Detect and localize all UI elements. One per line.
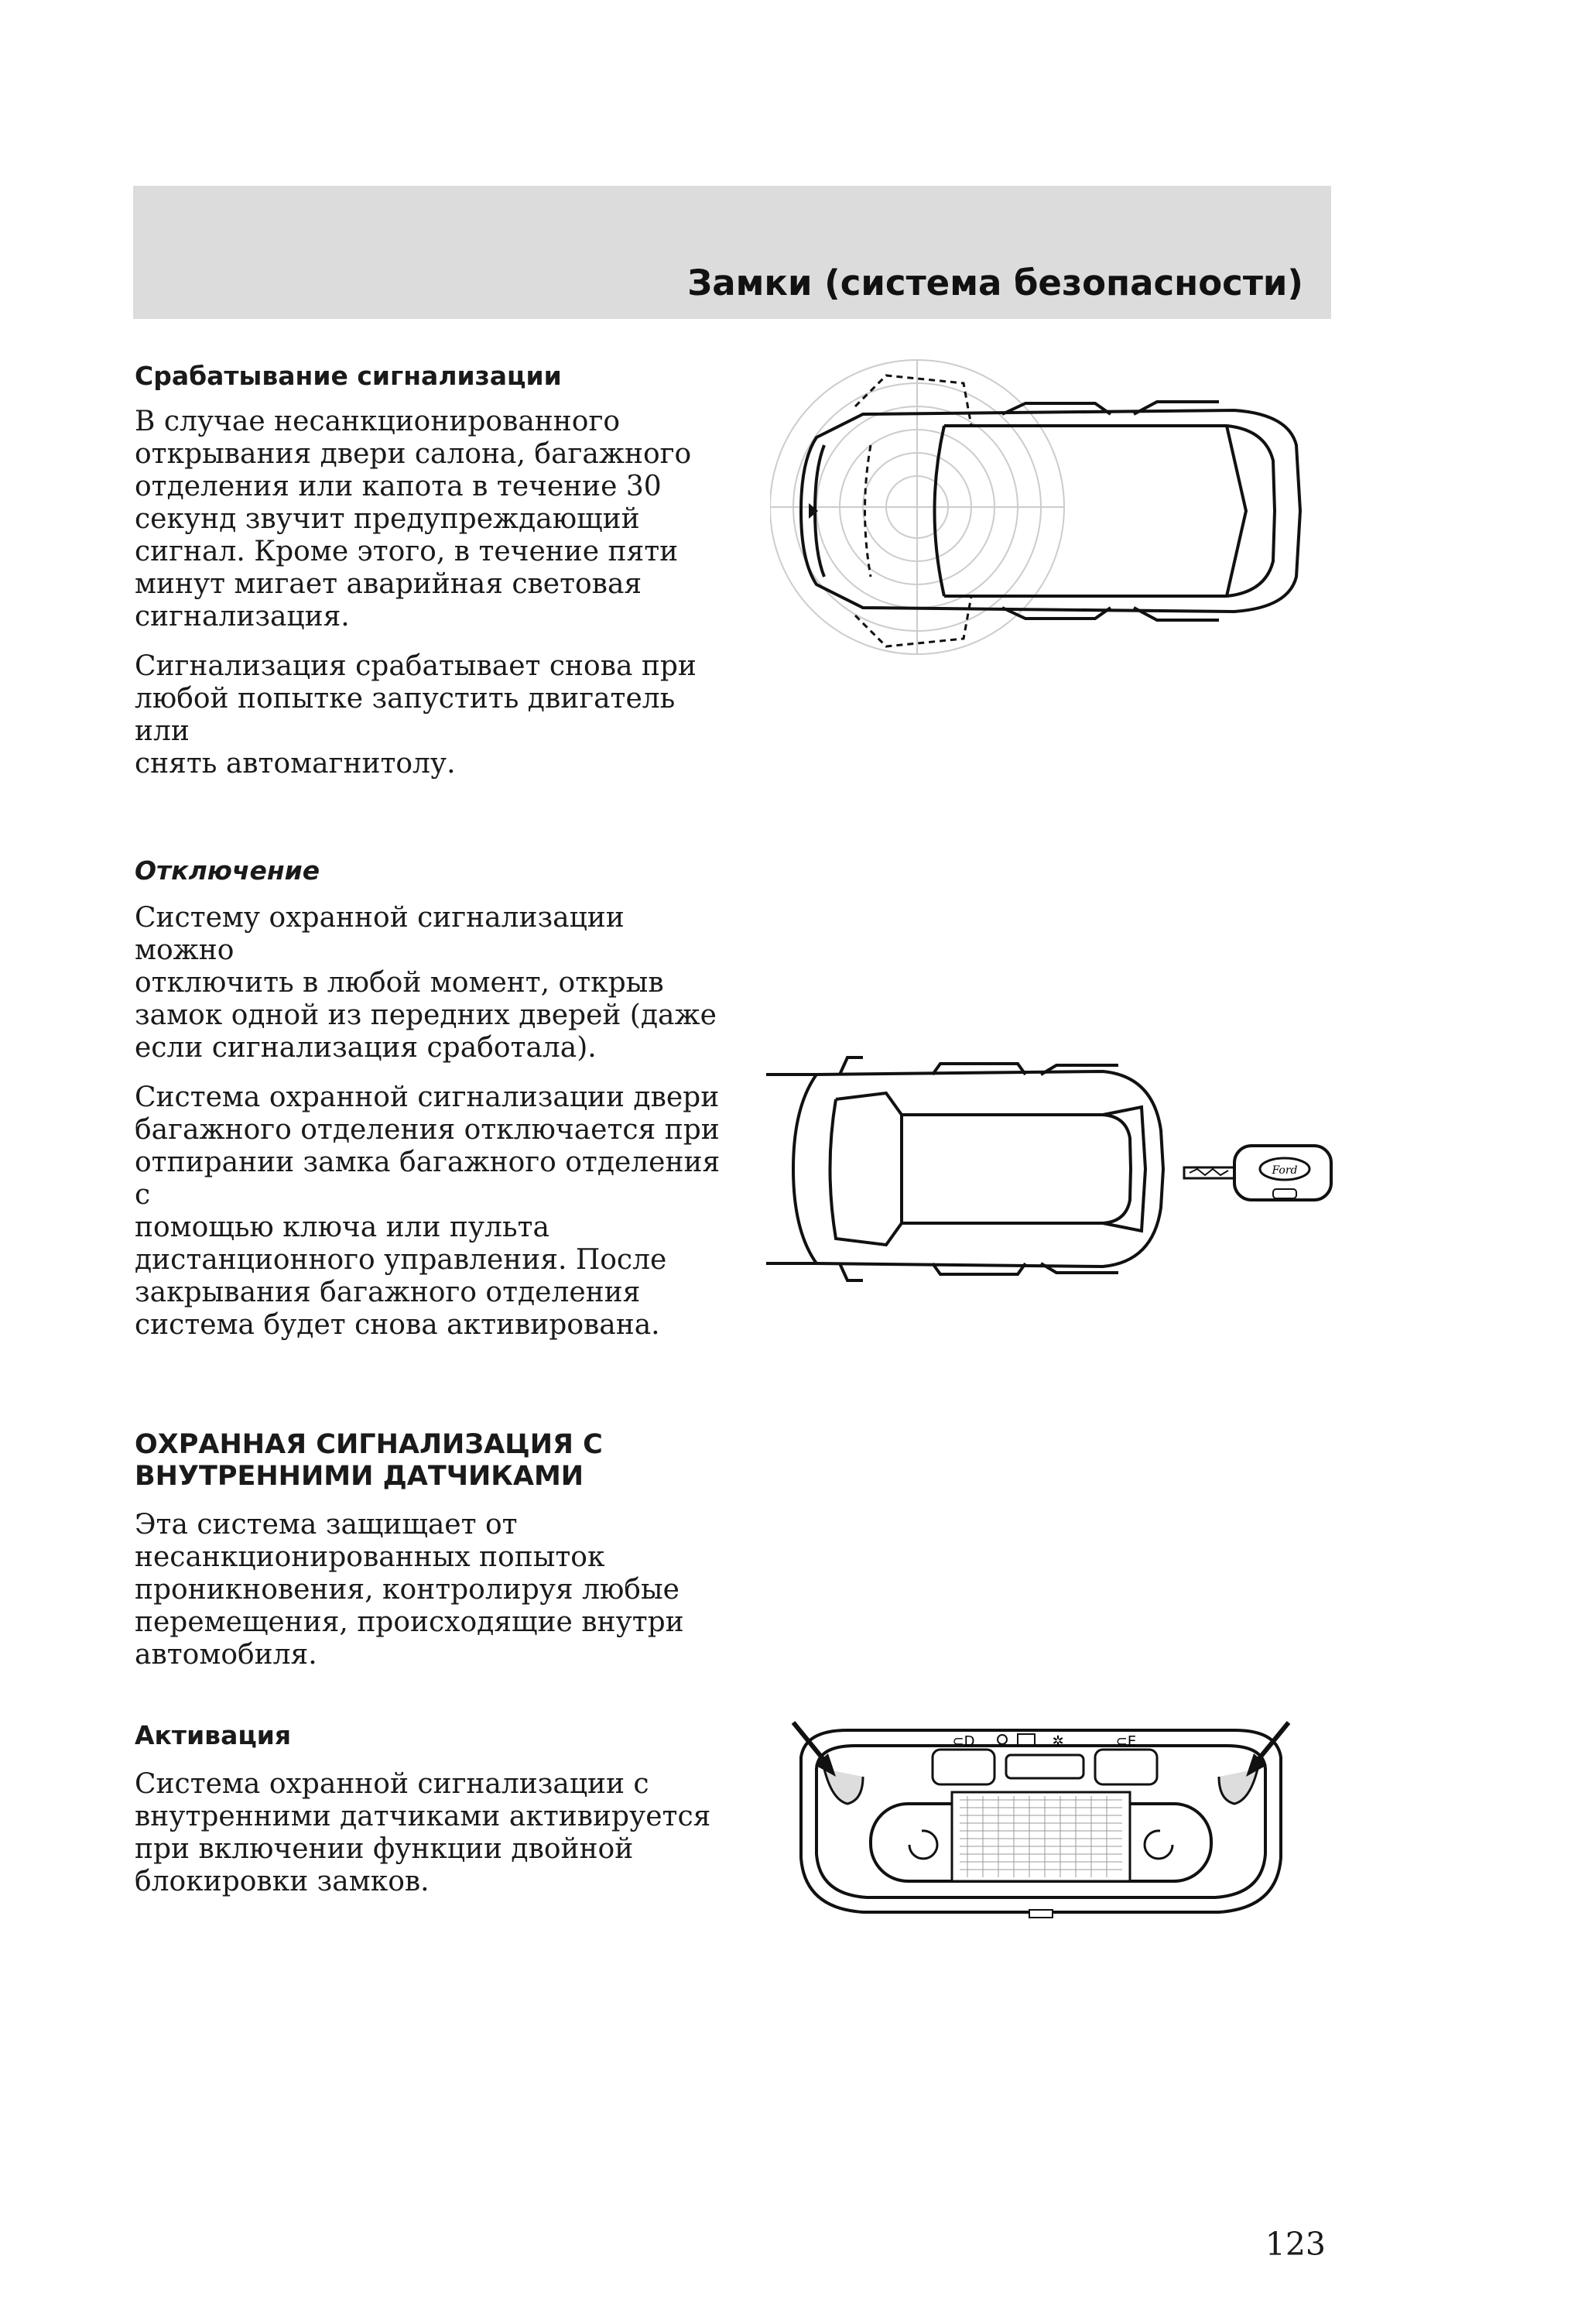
paragraph: Сигнализация срабатывает снова при любой попытке запустить двигатель или снять автомагнитолу. bbox=[135, 650, 697, 780]
console-clip bbox=[1029, 1910, 1053, 1918]
car-body-rear bbox=[766, 1057, 1163, 1280]
paragraph: Эта система защищает от несанкционированных попыток проникновения, контролируя любые перемещения, происходящие внутри автомобиля. bbox=[135, 1509, 684, 1671]
section-activation bbox=[135, 1720, 723, 1898]
chapter-title: Замки (система безопасности) bbox=[687, 262, 1303, 303]
map-light-right bbox=[1145, 1831, 1172, 1859]
section-heading: Активация bbox=[135, 1720, 292, 1750]
section-interior-sensors bbox=[135, 1429, 723, 1671]
car-key-illustration bbox=[762, 1053, 1351, 1285]
chapter-header-band bbox=[133, 186, 1331, 319]
sensor-right bbox=[1219, 1769, 1258, 1804]
paragraph: В случае несанкционированного открывания двери салона, багажного отделения или капота в течение 30 секунд звучит предупреждающий сигнал. Кроме этого, в течение пяти минут мигает аварийная световая сигнализация. bbox=[135, 405, 692, 632]
lamp-grille bbox=[952, 1792, 1130, 1881]
svg-text:⊂D: ⊂D bbox=[952, 1733, 975, 1750]
svg-text:⊂E: ⊂E bbox=[1115, 1733, 1137, 1750]
key-cuts bbox=[1190, 1169, 1228, 1175]
section-alarm-triggering bbox=[135, 361, 723, 780]
ford-logo-text: Ford bbox=[1272, 1164, 1298, 1177]
page-number: 123 bbox=[1265, 2226, 1326, 2263]
car-alarm-illustration bbox=[770, 352, 1312, 677]
paragraph: Систему охранной сигнализации можно отключить в любой момент, открыв замок одной из передних дверей (даже если сигнализация сработала). bbox=[135, 901, 717, 1064]
key-blade bbox=[1184, 1167, 1234, 1178]
overhead-console-illustration bbox=[770, 1715, 1312, 1924]
section-heading: Срабатывание сигнализации bbox=[135, 361, 562, 391]
car-body bbox=[801, 402, 1300, 620]
map-light-left bbox=[909, 1831, 937, 1859]
paragraph: Система охранной сигнализации с внутренними датчиками активируется при включении функции двойной блокировки замков. bbox=[135, 1767, 711, 1897]
paragraph: Система охранной сигнализации двери багажного отделения отключается при отпирании замка багажного отделения с помощью ключа или пульта дистанционного управления. После закрывания багажного отделения система будет снова активирована. bbox=[135, 1081, 721, 1341]
section-heading: Отключение bbox=[135, 855, 320, 886]
car-key bbox=[1184, 1146, 1331, 1200]
section-disarming bbox=[135, 855, 723, 1342]
console-switches bbox=[933, 1733, 1157, 1784]
section-heading: ОХРАННАЯ СИГНАЛИЗАЦИЯ С ВНУТРЕННИМИ ДАТЧИКАМИ bbox=[135, 1429, 603, 1492]
sensor-left bbox=[824, 1769, 863, 1804]
svg-text:✲: ✲ bbox=[1052, 1733, 1064, 1750]
